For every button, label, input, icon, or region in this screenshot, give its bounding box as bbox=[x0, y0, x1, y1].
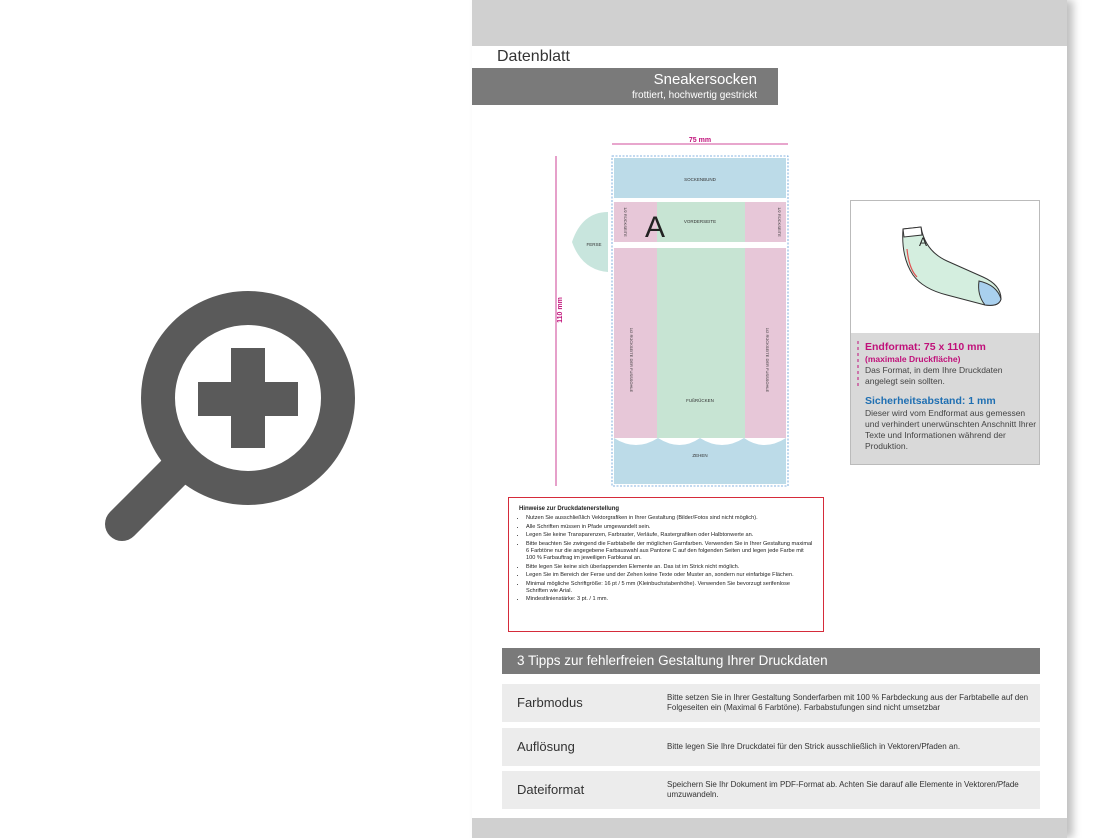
back-left-label: 1/2 RÜCKSEITE bbox=[623, 207, 628, 237]
hint-item: • Legen Sie im Bereich der Ferse und der Zehen keine Texte oder Muster an, sondern nur einfarbige Flächen. bbox=[526, 572, 813, 579]
hint-item: • Minimal mögliche Schriftgröße: 16 pt / 5 mm (Kleinbuchstabenhöhe). Verwenden Sie bevorzugt serifenlose Schriften wie Arial. bbox=[526, 581, 813, 596]
print-data-hints-box bbox=[508, 497, 824, 632]
sock-preview-image bbox=[851, 201, 1039, 333]
endformat-title: Endformat: 75 x 110 mm bbox=[865, 341, 986, 353]
toes-label: ZEHEN bbox=[692, 453, 708, 458]
toes-area bbox=[614, 438, 786, 484]
foot-back-right-label: 1/2 RÜCKSEITE DER FUSSSOHLE bbox=[765, 327, 770, 393]
hint-item: • Legen Sie keine Transparenzen, Farbraster, Verläufe, Rastergrafiken oder Halbtonwerte an. bbox=[526, 532, 813, 539]
product-title: Sneakersocken bbox=[653, 71, 757, 88]
cuff-label: SOCKENBUND bbox=[684, 177, 716, 182]
zoom-in-icon[interactable] bbox=[100, 288, 360, 548]
diagram-letter: A bbox=[644, 211, 666, 244]
tip-row-farbmodus bbox=[502, 684, 1040, 722]
datasheet-page bbox=[472, 0, 1067, 838]
hint-item: • Alle Schriften müssen in Pfade umgewandelt sein. bbox=[526, 524, 813, 531]
sheet-top-bar bbox=[472, 0, 1067, 46]
product-title-bar bbox=[472, 68, 778, 105]
instep-label: FUßRÜCKEN bbox=[686, 398, 714, 403]
tip-label: Farbmodus bbox=[517, 695, 583, 710]
preview-dash-marks bbox=[855, 341, 861, 389]
sock-template-diagram bbox=[552, 130, 802, 490]
format-preview-box bbox=[850, 200, 1040, 465]
hint-item: • Nutzen Sie ausschließlich Vektorgrafiken in Ihrer Gestaltung (Bilder/Fotos sind nicht möglich). bbox=[526, 515, 813, 522]
front-label: VORDERSEITE bbox=[683, 219, 717, 224]
tips-header: 3 Tipps zur fehlerfreien Gestaltung Ihrer Druckdaten bbox=[502, 648, 1040, 674]
back-right-label: 1/2 RÜCKSEITE bbox=[777, 207, 782, 237]
tip-row-dateiformat bbox=[502, 771, 1040, 809]
safety-margin-title: Sicherheitsabstand: 1 mm bbox=[865, 395, 996, 407]
foot-back-left-area bbox=[614, 248, 657, 438]
preview-text-block bbox=[865, 341, 1037, 452]
hints-list bbox=[519, 515, 813, 603]
tip-label: Auflösung bbox=[517, 739, 575, 754]
product-subtitle: frottiert, hochwertig gestrickt bbox=[631, 90, 757, 101]
heel-label: FERSE bbox=[586, 242, 602, 247]
safety-margin-text: Dieser wird vom Endformat aus gemessen und verhindert unerwünschten Anschnitt Ihrer Texte und Informationen während der Produktion. bbox=[865, 408, 1037, 451]
hint-item: • Mindestlinienstärke: 3 pt. / 1 mm. bbox=[526, 596, 813, 603]
height-label: 110 mm bbox=[557, 297, 564, 323]
width-label: 75 mm bbox=[688, 137, 712, 144]
tip-row-aufloesung bbox=[502, 728, 1040, 766]
tip-label: Dateiformat bbox=[517, 782, 585, 797]
tip-text: Speichern Sie Ihr Dokument im PDF-Format ab. Achten Sie darauf alle Elemente in Vektoren/Pfade umzuwandeln. bbox=[667, 780, 1019, 799]
preview-letter: A bbox=[919, 235, 928, 249]
endformat-text: Das Format, in dem Ihre Druckdaten angelegt sein sollten. bbox=[865, 365, 1003, 386]
sheet-bottom-bar bbox=[472, 818, 1067, 838]
hint-item: • Bitte beachten Sie zwingend die Farbtabelle der möglichen Garnfarben. Verwenden Sie in Ihrer Gestaltung maximal 6 Farbtöne nur die angegebene Farbauswahl aus Pantone C auf den folgenden Seiten und legen jede Farbe mit 100 % Farbauftrag im jeweiligen Farbkanal an. bbox=[526, 541, 813, 563]
tip-text: Bitte legen Sie Ihre Druckdatei für den Strick ausschließlich in Vektoren/Pfaden an. bbox=[667, 742, 961, 751]
instep-area bbox=[657, 248, 745, 438]
datasheet-tab: Datenblatt bbox=[472, 46, 594, 68]
endformat-subtitle: (maximale Druckfläche) bbox=[865, 354, 961, 364]
foot-back-left-label: 1/2 RÜCKSEITE DER FUSSSOHLE bbox=[629, 327, 634, 393]
tip-text: Bitte setzen Sie in Ihrer Gestaltung Sonderfarben mit 100 % Farbdeckung aus der Farbtabelle auf den Folgeseiten ein (Maximal 6 Farbtöne). Farbabstufungen sind nicht umsetzbar bbox=[667, 693, 1029, 712]
hints-title: Hinweise zur Druckdatenerstellung bbox=[519, 506, 620, 512]
hint-item: • Bitte legen Sie keine sich überlappenden Elemente an. Das ist im Strick nicht möglich. bbox=[526, 564, 813, 571]
